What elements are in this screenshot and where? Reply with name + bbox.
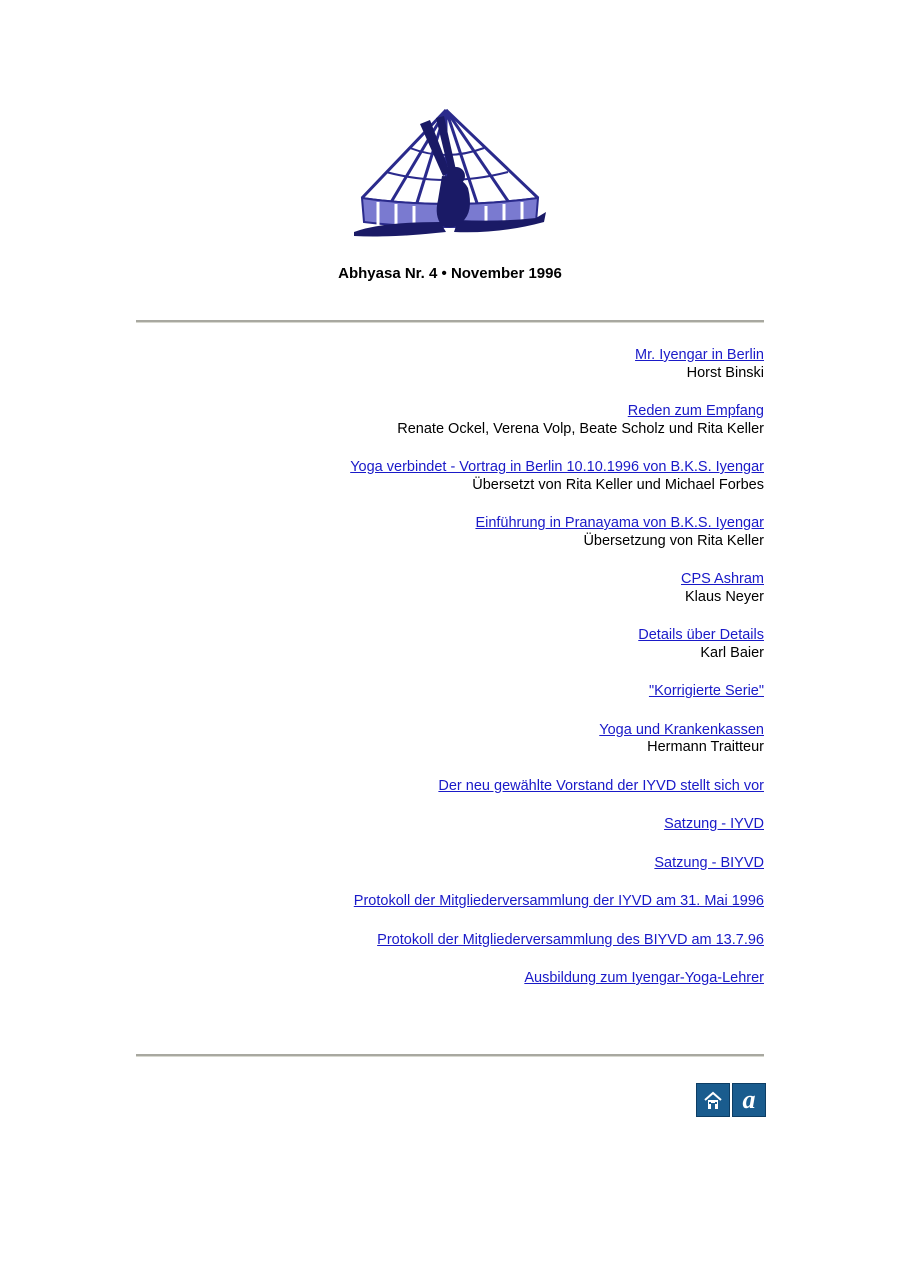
toc-link[interactable]: Protokoll der Mitgliederversammlung des BIYVD am 13.7.96: [377, 931, 764, 948]
toc-entry: [136, 683, 764, 701]
toc-entry: [136, 893, 764, 911]
toc-entry: [136, 816, 764, 834]
toc-author: Karl Baier: [700, 644, 764, 661]
home-button[interactable]: [696, 1083, 730, 1117]
yoga-logo: [350, 106, 550, 242]
toc-entry: [136, 403, 764, 438]
toc-entry: [136, 970, 764, 988]
toc-link[interactable]: Details über Details: [638, 627, 764, 643]
abhyasa-button[interactable]: [732, 1083, 766, 1117]
toc-author: Hermann Traitteur: [647, 739, 764, 755]
toc-entry: [136, 778, 764, 796]
toc-link[interactable]: "Korrigierte Serie": [648, 683, 764, 699]
toc-author: Renate Ockel, Verena Volp, Beate Scholz und Rita Keller: [397, 420, 764, 437]
toc-entry: [136, 571, 764, 606]
toc-author: Übersetzt von Rita Keller und Michael Forbes: [472, 476, 764, 493]
top-divider: [136, 320, 764, 323]
toc-author: Horst Binski: [686, 364, 764, 381]
toc-entry: [136, 627, 764, 662]
toc-link[interactable]: Satzung - BIYVD: [654, 854, 764, 871]
toc-link[interactable]: Der neu gewählte Vorstand der IYVD stellt sich vor: [438, 777, 764, 794]
toc-entry: [136, 515, 764, 550]
toc-link[interactable]: Ausbildung zum Iyengar-Yoga-Lehrer: [524, 970, 764, 986]
toc-link[interactable]: Mr. Iyengar in Berlin: [635, 347, 764, 363]
toc-author: Übersetzung von Rita Keller: [583, 532, 764, 549]
toc-link[interactable]: CPS Ashram: [681, 571, 764, 587]
toc-link[interactable]: Satzung - IYVD: [664, 816, 764, 832]
home-icon: [702, 1089, 724, 1111]
toc-link[interactable]: Protokoll der Mitgliederversammlung der IYVD am 31. Mai 1996: [353, 893, 764, 909]
abhyasa-a-icon: a: [742, 1085, 756, 1114]
issue-title: Abhyasa Nr. 4 • November 1996: [338, 265, 562, 282]
toc-entry: [136, 459, 764, 494]
toc-entry: [136, 347, 764, 382]
toc-author: Klaus Neyer: [685, 588, 764, 605]
bottom-divider: [136, 1054, 764, 1057]
toc-link[interactable]: Yoga und Krankenkassen: [599, 721, 764, 738]
toc-entry: [136, 932, 764, 950]
toc-link[interactable]: Yoga verbindet - Vortrag in Berlin 10.10.1996 von B.K.S. Iyengar: [350, 459, 764, 475]
nav-buttons: [696, 1083, 766, 1117]
toc-entry: [136, 855, 764, 873]
table-of-contents: [136, 347, 764, 1009]
toc-entry: [136, 722, 764, 757]
toc-link[interactable]: Reden zum Empfang: [627, 403, 764, 419]
toc-link[interactable]: Einführung in Pranayama von B.K.S. Iyengar: [475, 515, 764, 531]
yoga-split-pavilion-logo-icon: [350, 106, 550, 242]
